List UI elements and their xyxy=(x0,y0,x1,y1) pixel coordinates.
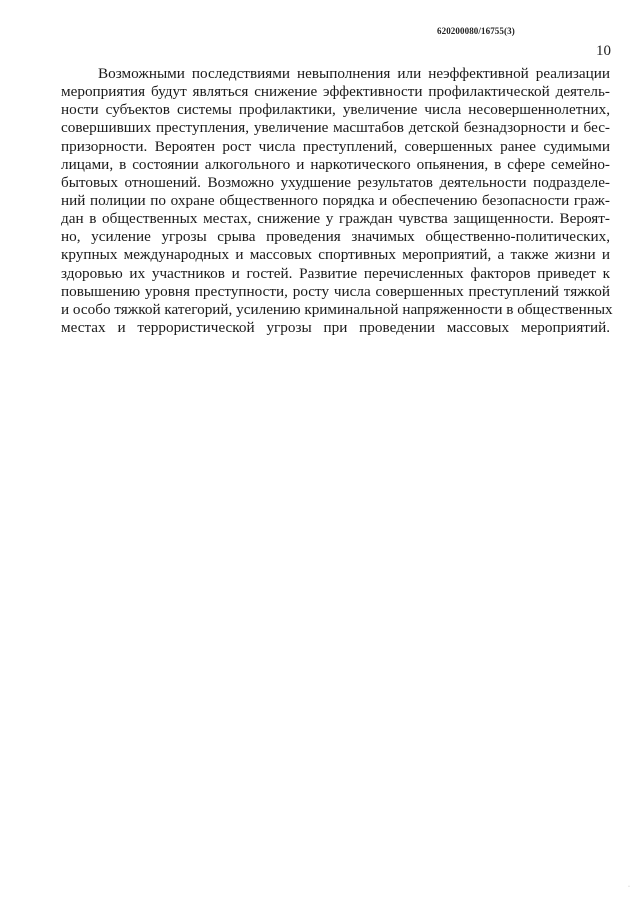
page-number: 10 xyxy=(596,43,611,59)
body-paragraph xyxy=(61,65,613,337)
paragraph-line: ний полиции по охране общественного порядка и обеспечению безопасности граж- xyxy=(61,191,610,209)
paragraph-line: но, усиление угрозы срыва проведения значимых общественно-политических, xyxy=(61,228,610,246)
paragraph-line: призорности. Вероятен рост числа преступлений, совершенных ранее судимыми xyxy=(61,137,610,155)
paragraph-line: местах и террористической угрозы при проведении массовых мероприятий. xyxy=(61,318,610,336)
paragraph-line: бытовых отношений. Возможно ухудшение результатов деятельности подразделе- xyxy=(61,173,610,191)
paragraph-line: мероприятия будут являться снижение эффективности профилактической деятель- xyxy=(61,83,610,101)
paragraph-line: здоровью их участников и гостей. Развитие перечисленных факторов приведет к xyxy=(61,264,610,282)
scan-mark: · xyxy=(628,884,630,890)
paragraph-line: лицами, в состоянии алкогольного и наркотического опьянения, в сфере семейно- xyxy=(61,155,610,173)
paragraph-line: дан в общественных местах, снижение у граждан чувства защищенности. Вероят- xyxy=(61,210,610,228)
paragraph-line: ности субъектов системы профилактики, увеличение числа несовершеннолетних, xyxy=(61,101,610,119)
paragraph-line: Возможными последствиями невыполнения или неэффективной реализации xyxy=(98,65,610,82)
paragraph-line: крупных международных и массовых спортивных мероприятий, а также жизни и xyxy=(61,246,610,264)
document-code: 620200080/16755(3) xyxy=(437,26,515,36)
paragraph-line: совершивших преступления, увеличение масштабов детской безнадзорности и бес- xyxy=(61,119,610,137)
paragraph-line: повышению уровня преступности, росту числа совершенных преступлений тяжкой xyxy=(61,282,610,300)
paragraph-line: и особо тяжкой категорий, усилению криминальной напряженности в общественных xyxy=(61,300,613,318)
